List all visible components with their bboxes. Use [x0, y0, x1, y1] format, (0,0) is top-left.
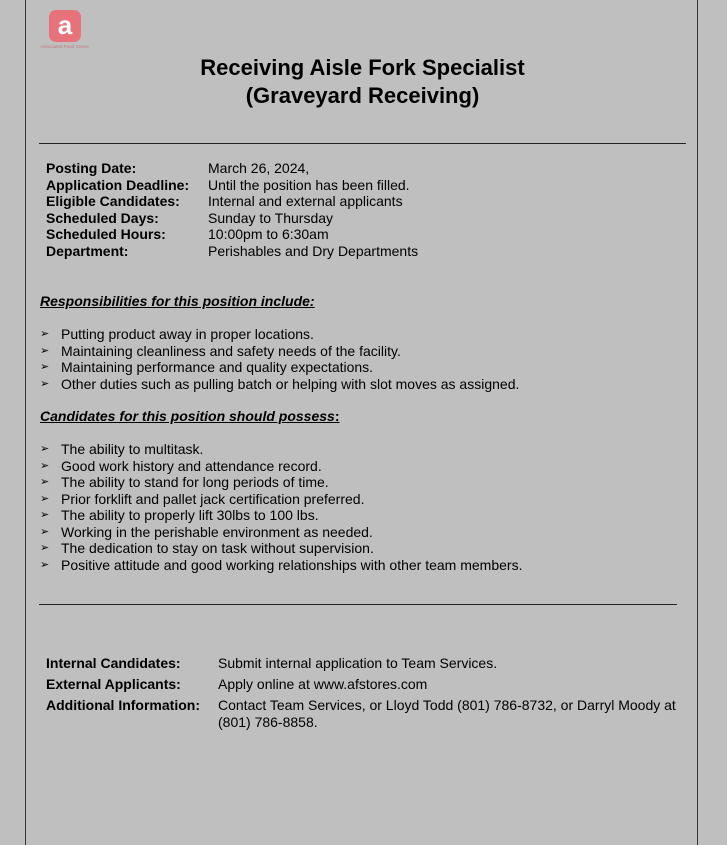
detail-row — [46, 243, 418, 260]
bottom-divider — [39, 604, 677, 605]
job-title-line2: (Graveyard Receiving) — [245, 83, 480, 108]
list-item — [40, 474, 522, 491]
list-item — [40, 441, 522, 458]
detail-row — [46, 193, 418, 210]
list-item — [40, 507, 522, 524]
arrow-bullet-icon: ➢ — [40, 525, 50, 538]
responsibilities-list — [40, 326, 519, 392]
detail-row — [46, 160, 418, 177]
detail-row — [46, 226, 418, 243]
list-item-text: Positive attitude and good working relationships with other team members. — [61, 556, 523, 573]
list-item-text: The ability to properly lift 30lbs to 100 lbs. — [61, 507, 319, 523]
detail-label: Eligible Candidates: — [46, 193, 180, 210]
arrow-bullet-icon: ➢ — [40, 443, 50, 455]
top-divider — [39, 143, 686, 144]
list-item — [40, 491, 522, 508]
job-details — [46, 160, 418, 260]
apply-row — [46, 697, 684, 731]
arrow-bullet-icon: ➢ — [40, 377, 50, 390]
list-item — [40, 540, 522, 557]
arrow-bullet-icon: ➢ — [40, 509, 50, 521]
list-item — [40, 376, 519, 393]
detail-value: Sunday to Thursday — [208, 209, 334, 226]
detail-label: Application Deadline: — [46, 176, 190, 193]
list-item-text: The ability to multitask. — [61, 441, 204, 457]
apply-value: Apply online at www.afstores.com — [218, 676, 428, 692]
detail-row — [46, 177, 418, 194]
list-item — [40, 524, 522, 541]
detail-value: March 26, 2024, — [208, 160, 310, 176]
responsibilities-heading — [40, 293, 315, 310]
arrow-bullet-icon: ➢ — [40, 476, 50, 488]
logo-mark: a — [49, 10, 81, 42]
apply-label: External Applicants: — [46, 676, 181, 692]
detail-label: Scheduled Hours: — [46, 226, 166, 243]
list-item — [40, 343, 519, 360]
apply-row — [46, 676, 684, 693]
list-item-text: Good work history and attendance record. — [61, 457, 322, 474]
responsibilities-heading-text: Responsibilities for this position include: — [40, 293, 315, 309]
detail-value: Perishables and Dry Departments — [208, 242, 419, 259]
qualifications-heading — [40, 408, 340, 425]
list-item-text: Other duties such as pulling batch or helping with slot moves as assigned. — [61, 375, 520, 392]
document-page — [25, 0, 698, 845]
qualifications-heading-colon: : — [334, 408, 340, 424]
detail-value: 10:00pm to 6:30am — [208, 226, 329, 243]
arrow-bullet-icon: ➢ — [40, 558, 50, 571]
list-item — [40, 359, 519, 376]
detail-value: Until the position has been filled. — [208, 176, 410, 193]
detail-row — [46, 210, 418, 227]
list-item — [40, 557, 522, 574]
detail-value: Internal and external applicants — [208, 193, 403, 210]
arrow-bullet-icon: ➢ — [40, 459, 50, 472]
logo-tagline: Associated Food Stores — [40, 44, 89, 49]
detail-label: Department: — [46, 242, 129, 259]
job-title-line1: Receiving Aisle Fork Specialist — [200, 55, 525, 80]
qualifications-list — [40, 441, 522, 573]
list-item-text: Putting product away in proper locations. — [61, 326, 314, 342]
list-item — [40, 458, 522, 475]
arrow-bullet-icon: ➢ — [40, 492, 50, 505]
list-item-text: The ability to stand for long periods of time. — [61, 474, 329, 490]
detail-label: Posting Date: — [46, 160, 137, 176]
list-item-text: Working in the perishable environment as needed. — [61, 523, 373, 540]
list-item-text: Maintaining performance and quality expectations. — [61, 359, 374, 375]
arrow-bullet-icon: ➢ — [40, 344, 50, 357]
apply-label: Internal Candidates: — [46, 655, 181, 671]
list-item-text: Maintaining cleanliness and safety needs of the facility. — [61, 342, 401, 359]
job-title — [26, 54, 699, 110]
detail-label: Scheduled Days: — [46, 209, 159, 226]
apply-label: Additional Information: — [46, 697, 200, 713]
apply-value: Submit internal application to Team Services. — [218, 655, 498, 671]
application-info — [46, 655, 684, 735]
arrow-bullet-icon: ➢ — [40, 328, 50, 340]
arrow-bullet-icon: ➢ — [40, 361, 50, 373]
list-item-text: The dedication to stay on task without supervision. — [61, 540, 374, 556]
company-logo — [40, 8, 98, 52]
arrow-bullet-icon: ➢ — [40, 542, 50, 554]
apply-row — [46, 655, 684, 672]
list-item — [40, 326, 519, 343]
list-item-text: Prior forklift and pallet jack certification preferred. — [61, 490, 365, 507]
qualifications-heading-text: Candidates for this position should possess — [40, 408, 335, 424]
apply-value: Contact Team Services, or Lloyd Todd (801) 786-8732, or Darryl Moody at (801) 786-8858. — [218, 697, 676, 730]
